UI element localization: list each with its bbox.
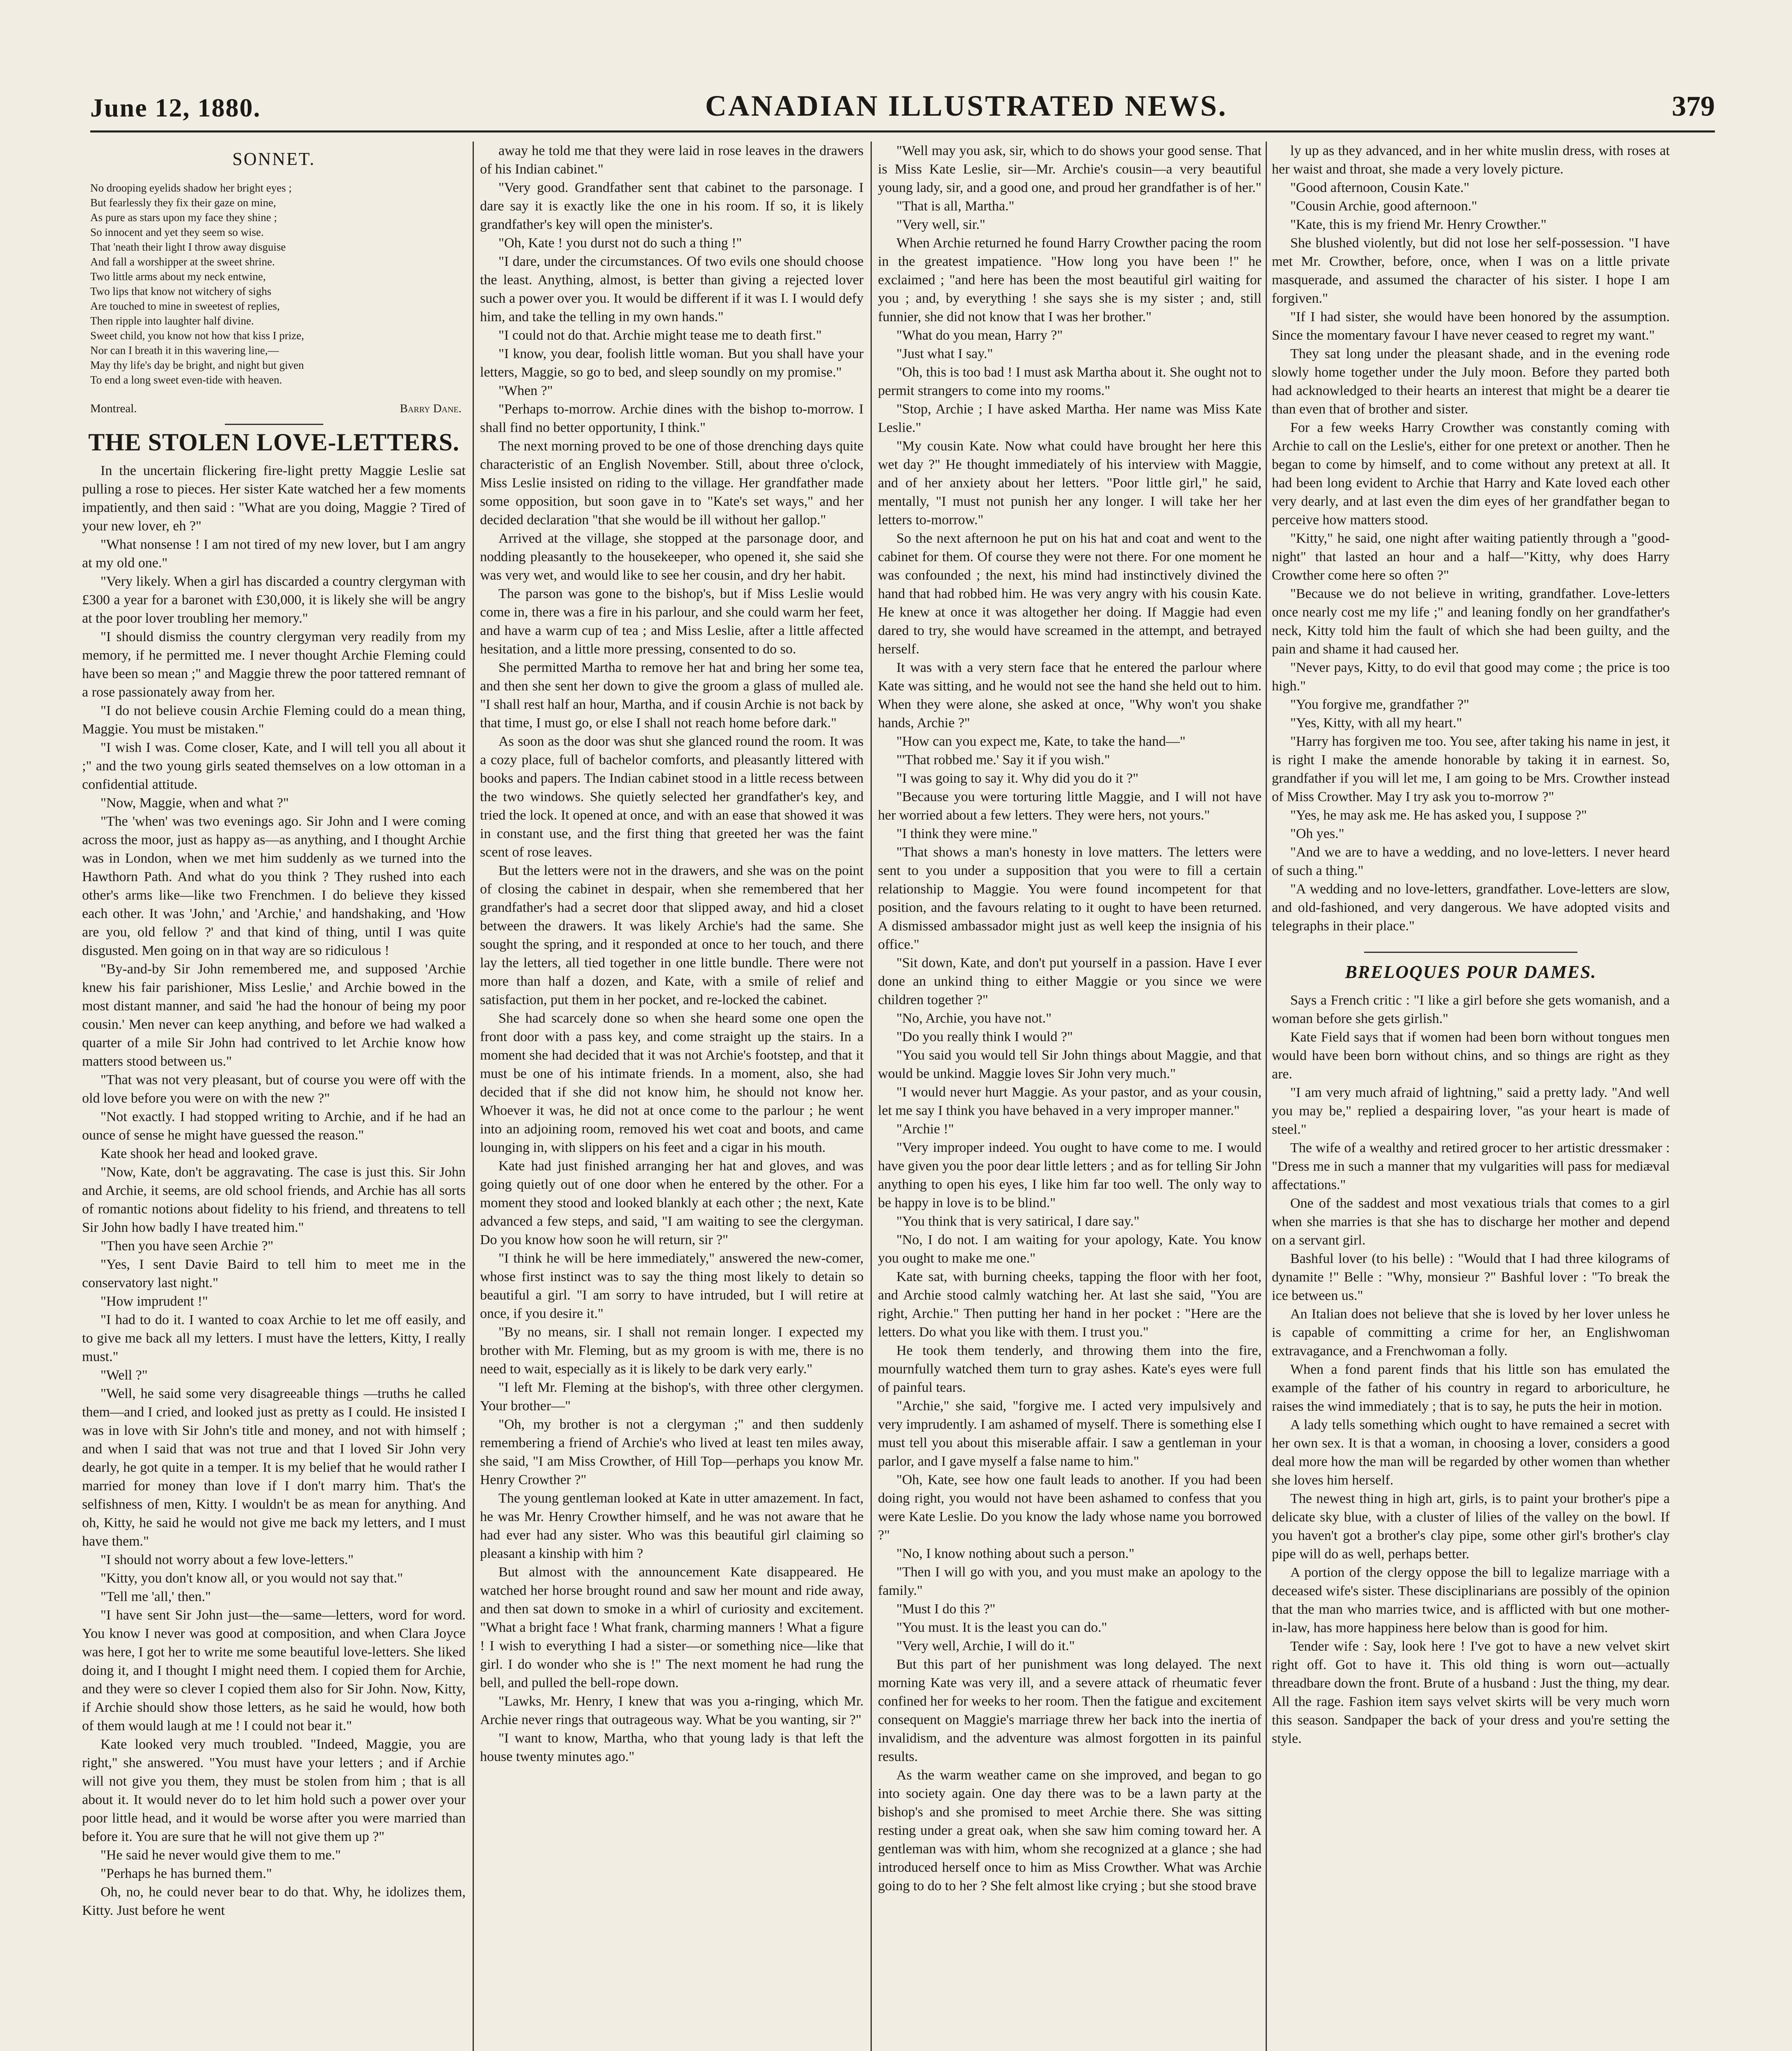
poem-line: As pure as stars upon my face they shine ; — [90, 211, 277, 224]
story-paragraph: "I should dismiss the country clergyman very readily from my memory, if he permitted me. I never thought Archie Fleming could have been so mean ;" and Maggie threw the poor tattered remnant of a rose passionately away from her. — [82, 629, 466, 700]
story-paragraph: "I know, you dear, foolish little woman. But you shall have your letters, Maggie, so go to bed, and sleep soundly on my promise." — [480, 346, 864, 380]
story-paragraph: "Perhaps he has burned them." — [101, 1866, 272, 1881]
story-paragraph: "Sit down, Kate, and don't put yourself in a passion. Have I ever done an unkind thing to either Maggie or you since we were children together ?" — [878, 955, 1262, 1007]
story-paragraph: "Yes, I sent Davie Baird to tell him to meet me in the conservatory last night." — [82, 1257, 466, 1290]
story-paragraph: "What nonsense ! I am not tired of my new lover, but I am angry at my old one." — [82, 537, 466, 571]
story-paragraph: "Because you were torturing little Maggie, and I will not have her worried about a few letters. They were hers, not yours." — [878, 789, 1262, 823]
story-paragraph: "I left Mr. Fleming at the bishop's, with three other clergymen. Your brother—" — [480, 1380, 864, 1414]
story-paragraph: "How imprudent !" — [101, 1294, 208, 1309]
story-paragraph: "Kitty, you don't know all, or you would not say that." — [101, 1571, 403, 1586]
story-paragraph: "Well ?" — [101, 1368, 148, 1383]
story-paragraph: "I should not worry about a few love-letters." — [101, 1552, 354, 1567]
breloques-paragraph: Says a French critic : "I like a girl before she gets womanish, and a woman before she gets girlish." — [1272, 993, 1670, 1026]
story-paragraph: "Perhaps to-morrow. Archie dines with the bishop to-morrow. I shall find no better opportunity, I think." — [480, 402, 864, 435]
story-column-1 — [82, 461, 466, 1920]
story-paragraph: "Tell me 'all,' then." — [101, 1589, 211, 1604]
story-paragraph: "You forgive me, grandfather ?" — [1290, 697, 1470, 712]
story-paragraph: They sat long under the pleasant shade, and in the evening rode slowly home together under the July moon. Before they parted both had acknowledged to their hearts an interest that might be a dearer tie than even that of brother and sister. — [1272, 346, 1670, 417]
story-title: THE STOLEN LOVE-LETTERS. — [88, 429, 459, 456]
story-paragraph: "Well may you ask, sir, which to do shows your good sense. That is Miss Kate Leslie, sir—Mr. Archie's cousin—a very beautiful young lady, sir, and a good one, and proud her grandfather is of her." — [878, 143, 1262, 195]
story-paragraph: "He said he never would give them to me." — [101, 1848, 341, 1863]
column-divider — [1266, 142, 1267, 2051]
issue-date: June 12, 1880. — [90, 93, 261, 122]
story-column-3 — [878, 142, 1262, 1895]
story-paragraph: "Kitty," he said, one night after waiting patiently through a "good-night" that lasted an hour and a half—"Kitty, why does Harry Crowther come here so often ?" — [1272, 531, 1670, 583]
column-2 — [480, 142, 864, 2051]
story-paragraph: But almost with the announcement Kate disappeared. He watched her horse brought round and saw her mount and ride away, and then sat down to smoke in a whirl of curiosity and excitement. "What a bright face ! What frank, charming manners ! What a figure ! I wish to everything I had a sister—or something nice—like that girl. I do wonder who she is !" The next moment he had rung the bell, and pulled the bell-rope down. — [480, 1565, 864, 1690]
poem-line: Are touched to mine in sweetest of replies, — [90, 300, 280, 312]
story-paragraph: "Archie," she said, "forgive me. I acted very impulsively and very imprudently. I am ashamed of myself. There is something else I must tell you about this miserable affair. I saw a gentleman in your parlor, and I gave myself a false name to him." — [878, 1398, 1262, 1469]
story-paragraph: ly up as they advanced, and in her white muslin dress, with roses at her waist and throat, she made a very lovely picture. — [1272, 143, 1670, 177]
story-paragraph: "Cousin Archie, good afternoon." — [1290, 199, 1477, 214]
breloques-paragraph: The newest thing in high art, girls, is to paint your brother's pipe a delicate sky blue, with a cluster of lilies of the valley on the bowl. If you haven't got a brother's clay pipe, some other girl's brother's clay pipe will do as well, perhaps better. — [1272, 1491, 1670, 1562]
story-paragraph: "The 'when' was two evenings ago. Sir John and I were coming across the moor, just as happy as—as anything, and I thought Archie was in London, when we met him suddenly as we turned into the Hawthorn Path. And what do you think ? They rushed into each other's arms like—like two Frenchmen. I do believe they kissed each other. It was 'John,' and 'Archie,' and handshaking, and 'How are you, old fellow ?' and that kind of thing, until I was quite disgusted. Men going on in that way are so ridiculous ! — [82, 814, 466, 958]
story-paragraph: away he told me that they were laid in rose leaves in the drawers of his Indian cabinet." — [480, 143, 864, 177]
section-rule — [225, 424, 323, 425]
column-3 — [878, 142, 1262, 2051]
story-paragraph: "If I had sister, she would have been honored by the assumption. Since the momentary favour I have never ceased to regret my want." — [1272, 309, 1670, 343]
story-paragraph: "No, I know nothing about such a person." — [896, 1546, 1135, 1561]
story-paragraph: As the warm weather came on she improved, and began to go into society again. One day there was to be a lawn party at the bishop's and she promised to meet Archie there. She was sitting resting under a great oak, when she saw him coming toward her. A gentleman was with him, whom she recognized at a glance ; she had introduced herself once to him as Miss Crowther. What was Archie going to do to her ? She felt almost like crying ; but she stood brave — [878, 1768, 1262, 1893]
story-paragraph: "No, I do not. I am waiting for your apology, Kate. You know you ought to make me one." — [878, 1232, 1262, 1266]
story-paragraph: "Very improper indeed. You ought to have come to me. I would have given you the poor dear little letters ; and as for telling Sir John anything to open his eyes, I like him far too well. The only way to be happy in love is to be blind." — [878, 1140, 1262, 1211]
breloques-paragraph: Kate Field says that if women had been born without tongues men would have been born without chins, and so things are right as they are. — [1272, 1030, 1670, 1082]
story-paragraph: The young gentleman looked at Kate in utter amazement. In fact, he was Mr. Henry Crowther himself, and he was not aware that he had ever had any sister. Who was this beautiful girl claiming so pleasant a kinship with him ? — [480, 1491, 864, 1561]
story-paragraph: So the next afternoon he put on his hat and coat and went to the cabinet for them. Of course they were not there. For one moment he was confounded ; the next, his mind had instinctively divined the hand that had robbed him. He was very angry with his cousin Kate. He knew at once it was altogether her doing. If Maggie had even dared to try, she would have screamed in the attempt, and betrayed herself. — [878, 531, 1262, 657]
story-paragraph: "Harry has forgiven me too. You see, after taking his name in jest, it is right I make the amende honorable by taking it in earnest. So, grandfather if you will let me, I am going to be Mrs. Crowther instead of Miss Crowther. May I try ask you to-morrow ?" — [1272, 734, 1670, 804]
story-paragraph: "I could not do that. Archie might tease me to death first." — [498, 328, 822, 343]
story-paragraph: "Very well, Archie, I will do it." — [896, 1638, 1075, 1654]
story-paragraph: "Not exactly. I had stopped writing to Archie, and if he had an ounce of sense he might have guessed the reason." — [82, 1109, 466, 1143]
story-paragraph: It was with a very stern face that he entered the parlour where Kate was sitting, and he would not see the hand she held out to him. When they were alone, she asked at once, "Why won't you shake hands, Archie ?" — [878, 660, 1262, 731]
breloques-paragraph: A lady tells something which ought to have remained a secret with her own sex. It is that a woman, in choosing a lover, considers a good deal more how the man will be regarded by other women than whether she loves him herself. — [1272, 1417, 1670, 1488]
story-paragraph: "Well, he said some very disagreeable things —truths he called them—and I cried, and looked just as pretty as I could. He insisted I was in love with Sir John's title and money, and not with himself ; and when I said that was not true and that I loved Sir John very dearly, he got quite in a temper. It is my belief that he would rather I married for money than love if I don't marry him. That's the selfishness of men, Kitty. I wouldn't be as mean for anything. And oh, Kitty, he said he would not give me back my letters, and I must have them." — [82, 1386, 466, 1549]
breloques-paragraph: The wife of a wealthy and retired grocer to her artistic dressmaker : "Dress me in such a manner that my vulgarities will pass for mediæval affectations." — [1272, 1140, 1670, 1192]
story-paragraph: "Then I will go with you, and you must make an apology to the family." — [878, 1565, 1262, 1598]
page-number: 379 — [1672, 91, 1715, 122]
breloques-title: BRELOQUES POUR DAMES. — [1345, 962, 1597, 982]
story-paragraph: "That shows a man's honesty in love matters. The letters were sent to you under a supposition that you were to fill a certain relationship to Maggie. You were found incompetent for that position, and the favours relating to it ought to have been returned. A dismissed ambassador might just as well keep the insignia of his office." — [878, 845, 1262, 952]
section-rule — [1364, 952, 1577, 953]
story-paragraph: "'That robbed me.' Say it if you wish." — [896, 752, 1110, 767]
story-paragraph: For a few weeks Harry Crowther was constantly coming with Archie to call on the Leslie's, either for one pretext or another. Then he began to come by himself, and to come without any pretext at all. It had been long evident to Archie that Harry and Kate loved each other very dearly, and at last even the dim eyes of her grandfather began to perceive how matters stood. — [1272, 420, 1670, 528]
breloques-paragraph: "I am very much afraid of lightning," said a pretty lady. "And well you may be," replied a despairing lover, "as your heart is made of steel." — [1272, 1085, 1670, 1137]
story-paragraph: When Archie returned he found Harry Crowther pacing the room in the greatest impatience. "How long you have been !" he exclaimed ; "and here has been the most beautiful girl waiting for you ; and, by everything ! she says she is my sister ; and, still funnier, she did not know that I was her brother." — [878, 235, 1262, 324]
story-paragraph: "By-and-by Sir John remembered me, and supposed 'Archie knew his fair parishioner, Miss Leslie,' and Archie bowed in the most distant manner, and said 'he had the honour of being my poor cousin.' Men never can keep anything, and before we had walked a quarter of a mile Sir John had contrived to let Archie know how matters stood between us." — [82, 962, 466, 1069]
story-paragraph: "Kate, this is my friend Mr. Henry Crowther." — [1290, 217, 1547, 232]
story-paragraph: "I want to know, Martha, who that young lady is that left the house twenty minutes ago." — [480, 1731, 864, 1764]
breloques-paragraph: A portion of the clergy oppose the bill to legalize marriage with a deceased wife's sister. These disciplinarians are possibly of the opinion that the man who marries twice, and is afflicted with but one mother-in-law, has more happiness here below than is good for him. — [1272, 1565, 1670, 1635]
story-paragraph: "Oh, Kate, see how one fault leads to another. If you had been doing right, you would not have been ashamed to confess that you were Kate Leslie. Do you know the lady whose name you borrowed ?" — [878, 1472, 1262, 1543]
story-paragraph: "Do you really think I would ?" — [896, 1029, 1073, 1044]
story-paragraph: Kate looked very much troubled. "Indeed, Maggie, you are right," she answered. "You must have your letters ; and if Archie will not give you them, they must be stolen from him ; that is all about it. It would never do to let him hold such a power over your poor little head, and it would be worse after you were married than before it. You are sure that he will not give them up ?" — [82, 1737, 466, 1844]
poem-line: No drooping eyelids shadow her bright eyes ; — [90, 182, 292, 194]
story-paragraph: "I was going to say it. Why did you do it ?" — [896, 771, 1138, 786]
story-paragraph: "That is all, Martha." — [896, 199, 1015, 214]
story-paragraph: "You said you would tell Sir John things about Maggie, and that would be unkind. Maggie loves Sir John very much." — [878, 1048, 1262, 1081]
poem-line: May thy life's day be bright, and night but given — [90, 359, 304, 371]
story-paragraph: The next morning proved to be one of those drenching days quite characteristic of an English November. Still, about three o'clock, Miss Leslie insisted on riding to the village. Her grandfather made some opposition, but soon gave in to "Kate's set ways," and her decided declaration "that she would be ill without her gallop." — [480, 439, 864, 528]
story-paragraph: He took them tenderly, and throwing them into the fire, mournfully watched them turn to gray ashes. Kate's eyes were full of painful tears. — [878, 1343, 1262, 1395]
story-paragraph: "How can you expect me, Kate, to take the hand—" — [896, 734, 1186, 749]
story-paragraph: "Then you have seen Archie ?" — [101, 1238, 274, 1254]
story-paragraph: "Yes, he may ask me. He has asked you, I suppose ?" — [1290, 808, 1587, 823]
story-paragraph: "Oh, this is too bad ! I must ask Martha about it. She ought not to permit strangers to come into my rooms." — [878, 365, 1262, 398]
story-paragraph: But the letters were not in the drawers, and she was on the point of closing the cabinet in despair, when she remembered that her grandfather's had a secret door that slipped away, and hid a closet between the drawers. It was likely Archie's had the same. She sought the spring, and it responded at once to her touch, and there lay the letters, all tied together in one little bundle. There were not more than half a dozen, and Kate, with a smile of relief and satisfaction, put them in her pocket, and re-locked the cabinet. — [480, 863, 864, 1007]
story-paragraph: "I wish I was. Come closer, Kate, and I will tell you all about it ;" and the two young girls seated themselves on a low ottoman in a confidential attitude. — [82, 740, 466, 792]
breloques-paragraph: One of the saddest and most vexatious trials that comes to a girl when she marries is that she has to discharge her mother and depend on a servant girl. — [1272, 1196, 1670, 1248]
breloques-paragraph: Tender wife : Say, look here ! I've got to have a new velvet skirt right off. Got to have it. This old thing is worn out—actually threadbare down the front. Brute of a husband : Just the thing, my dear. All the rage. Fashion item says velvet skirts will be very much worn this season. Sandpaper the back of your dress and you're setting the style. — [1272, 1639, 1670, 1746]
story-paragraph: Kate had just finished arranging her hat and gloves, and was going quietly out of one door when he entered by the other. For a moment they stood and looked blankly at each other ; the next, Kate advanced a few steps, and said, "I am waiting to see the clergyman. Do you know how soon he will return, sir ?" — [480, 1158, 864, 1247]
column-1 — [82, 142, 466, 2051]
story-paragraph: As soon as the door was shut she glanced round the room. It was a cozy place, full of bachelor comforts, and pleasantly littered with books and papers. The Indian cabinet stood in a little recess between the two windows. She quietly selected her grandfather's key, and tried the lock. It opened at once, and with an ease that showed it was in constant use, and the first thing that greeted her was the faint scent of rose leaves. — [480, 734, 864, 860]
story-paragraph: "Oh, my brother is not a clergyman ;" and then suddenly remembering a friend of Archie's who lived at least ten miles away, she said, "I am Miss Crowther, of Hill Top—perhaps you know Mr. Henry Crowther ?" — [480, 1417, 864, 1487]
poem-line: And fall a worshipper at the sweet shrine. — [90, 256, 275, 268]
story-paragraph: Oh, no, he could never bear to do that. Why, he idolizes them, Kitty. Just before he went — [82, 1884, 466, 1918]
story-paragraph: "That was not very pleasant, but of course you were off with the old love before you were on with the new ?" — [82, 1072, 466, 1106]
story-paragraph: "And we are to have a wedding, and no love-letters. I never heard of such a thing." — [1272, 845, 1670, 878]
sonnet-title: SONNET. — [232, 149, 315, 169]
story-paragraph: She blushed violently, but did not lose her self-possession. "I have met Mr. Crowther, before, once, when I was on a little private masquerade, and assumed the character of his sister. I hope I am forgiven." — [1272, 235, 1670, 306]
breloques-paragraph: An Italian does not believe that she is loved by her lover unless he is capable of committing a crime for her, an Englishwoman extravagance, and a Frenchwoman a folly. — [1272, 1306, 1670, 1359]
story-paragraph: Kate shook her head and looked grave. — [101, 1146, 318, 1161]
poem-line: To end a long sweet even-tide with heaven. — [90, 374, 282, 386]
story-paragraph: The parson was gone to the bishop's, but if Miss Leslie would come in, there was a fire in his parlour, and she could warm her feet, and have a warm cup of tea ; and Miss Leslie, after a little affected hesitation, and a little more pressing, consented to do so. — [480, 586, 864, 657]
poem-line: Then ripple into laughter half divine. — [90, 315, 254, 327]
story-paragraph: "I would never hurt Maggie. As your pastor, and as your cousin, let me say I think you have behaved in a very improper manner." — [878, 1085, 1262, 1118]
story-paragraph: "Stop, Archie ; I have asked Martha. Her name was Miss Kate Leslie." — [878, 402, 1262, 435]
story-column-4 — [1272, 142, 1670, 935]
story-paragraph: "Good afternoon, Cousin Kate." — [1290, 180, 1470, 195]
story-paragraph: "Archie !" — [896, 1121, 954, 1137]
story-paragraph: "Now, Kate, don't be aggravating. The case is just this. Sir John and Archie, it seems, are old school friends, and Archie has all sorts of romantic notions about fidelity to his friend, and threatens to tell Sir John how badly I have treated him." — [82, 1165, 466, 1235]
column-divider — [871, 142, 872, 2051]
story-paragraph: "I dare, under the circumstances. Of two evils one should choose the least. Anything, almost, is better than giving a rejected lover such a power over you. It would be different if it was I. I would defy him, and take the telling in my own hands." — [480, 254, 864, 324]
story-paragraph: "You must. It is the least you can do." — [896, 1620, 1107, 1635]
story-paragraph: Kate sat, with burning cheeks, tapping the floor with her foot, and Archie stood calmly watching her. At last she said, "You are right, Archie." Then putting her hand in her pocket : "Here are the letters. Do what you like with them. I trust you." — [878, 1269, 1262, 1340]
poem-line: Sweet child, you know not how that kiss I prize, — [90, 329, 304, 342]
story-paragraph: She permitted Martha to remove her hat and bring her some tea, and then she sent her down to give the groom a glass of mulled ale. "I shall rest half an hour, Martha, and if cousin Archie is not back by that time, I must go, or else I shall not reach home before dark." — [480, 660, 864, 731]
story-paragraph: "Now, Maggie, when and what ?" — [101, 795, 289, 811]
story-paragraph: "Never pays, Kitty, to do evil that good may come ; the price is too high." — [1272, 660, 1670, 694]
column-4 — [1272, 142, 1670, 2051]
story-paragraph: "I think he will be here immediately," answered the new-comer, whose first instinct was to say the thing most likely to detain so beautiful a girl. "I am sorry to have intruded, but I will retire at once, if you desire it." — [480, 1251, 864, 1321]
story-paragraph: "No, Archie, you have not." — [896, 1011, 1052, 1026]
story-paragraph: But this part of her punishment was long delayed. The next morning Kate was very ill, and a severe attack of rheumatic fever confined her for weeks to her room. Then the fatigue and excitement consequent on Maggie's marriage threw her back into the inertia of invalidism, and the adventure was almost forgotten in its painful results. — [878, 1657, 1262, 1764]
story-column-2 — [480, 142, 864, 1766]
story-paragraph: "I had to do it. I wanted to coax Archie to let me off easily, and to give me back all my letters. I must have the letters, Kitty, I really must." — [82, 1312, 466, 1364]
poem-line: That 'neath their light I throw away disguise — [90, 241, 286, 253]
story-paragraph: "Oh, Kate ! you durst not do such a thing !" — [498, 235, 742, 251]
story-paragraph: "When ?" — [498, 383, 553, 398]
story-paragraph: "Oh yes." — [1290, 826, 1344, 841]
story-paragraph: "Very likely. When a girl has discarded a country clergyman with £300 a year for a baronet with £30,000, it is likely she will be angry at the poor lover troubling her memory." — [82, 574, 466, 626]
sonnet-poem — [90, 180, 466, 387]
newspaper-title: CANADIAN ILLUSTRATED NEWS. — [705, 89, 1227, 122]
masthead — [90, 78, 1715, 123]
story-paragraph: She had scarcely done so when she heard some one open the front door with a pass key, and come straight up the stairs. In a moment she had decided that it was not Archie's footstep, and that it must be one of his intimate friends. In a moment, also, she had decided that if she did not know him, he should not know her. Whoever it was, he did not at once come to the parlour ; he went into an adjoining room, removed his wet coat and boots, and came lounging in, with slippers on his feet and a cigar in his mouth. — [480, 1011, 864, 1155]
story-paragraph: "By no means, sir. I shall not remain longer. I expected my brother with Mr. Fleming, but as my groom is with me, there is no need to wait, especially as it is likely to be dark very early." — [480, 1325, 864, 1377]
poem-line: Two little arms about my neck entwine, — [90, 270, 266, 283]
sonnet-signature — [90, 400, 462, 418]
story-paragraph: "You think that is very satirical, I dare say." — [896, 1214, 1140, 1229]
story-paragraph: "Very well, sir." — [896, 217, 985, 232]
story-paragraph: "Must I do this ?" — [896, 1601, 996, 1617]
breloques-paragraph: When a fond parent finds that his little son has emulated the example of the father of his country in regard to arboriculture, he raises the wind immediately ; that is to say, he puts the heir in motion. — [1272, 1362, 1670, 1414]
story-paragraph: "I think they were mine." — [896, 826, 1038, 841]
story-paragraph: "What do you mean, Harry ?" — [896, 328, 1063, 343]
story-paragraph: "Because we do not believe in writing, grandfather. Love-letters once nearly cost me my life ;" and leaning fondly on her grandfather's neck, Kitty told him the fault of which she had been guilty, and the pain and shame it had caused her. — [1272, 586, 1670, 657]
story-paragraph: "Very good. Grandfather sent that cabinet to the parsonage. I dare say it is exactly like the one in his room. If so, it is likely grandfather's key will open the minister's. — [480, 180, 864, 232]
poem-line: So innocent and yet they seem so wise. — [90, 226, 264, 238]
story-paragraph: "My cousin Kate. Now what could have brought her here this wet day ?" He thought immediately of his interview with Maggie, and of her anxiety about her letters. "Poor little girl," he said, mentally, "I must not punish her any longer. I will take her her letters to-morrow." — [878, 439, 1262, 528]
poem-line: But fearlessly they fix their gaze on mine, — [90, 196, 276, 209]
story-paragraph: "Just what I say." — [896, 346, 993, 361]
story-paragraph: "Yes, Kitty, with all my heart." — [1290, 715, 1462, 731]
breloques-paragraph: Bashful lover (to his belle) : "Would that I had three kilograms of dynamite !" Belle : "Why, monsieur ?" Bashful lover : "To break the ice between us." — [1272, 1251, 1670, 1303]
story-paragraph: "I have sent Sir John just—the—same—letters, word for word. You know I never was good at composition, and when Clara Joyce was here, I got her to write me some beautiful love-letters. She liked doing it, and I thought I might need them. I copied them for Archie, and they were so clever I copied them also for Sir John. Now, Kitty, if Archie should show those letters, as he said he would, how both of them would laugh at me ! I could not bear it." — [82, 1608, 466, 1734]
story-paragraph: "I do not believe cousin Archie Fleming could do a mean thing, Maggie. You must be mistaken." — [82, 703, 466, 737]
story-paragraph: "Lawks, Mr. Henry, I knew that was you a-ringing, which Mr. Archie never rings that outrageous way. What be you wanting, sir ?" — [480, 1694, 864, 1727]
poem-line: Two lips that know not witchery of sighs — [90, 285, 272, 297]
breloques-items — [1272, 991, 1670, 1748]
column-divider — [473, 142, 474, 2051]
story-paragraph: Arrived at the village, she stopped at the parsonage door, and nodding pleasantly to the housekeeper, who opened it, she said she was very wet, and would like to see her cousin, and dry her habit. — [480, 531, 864, 583]
poem-line: Nor can I breath it in this wavering line,— — [90, 344, 279, 356]
story-paragraph: In the uncertain flickering fire-light pretty Maggie Leslie sat pulling a rose to pieces. Her sister Kate watched her a few moments impatiently, and then said : "What are you doing, Maggie ? Tired of your new lover, eh ?" — [82, 463, 466, 534]
masthead-rule — [90, 130, 1715, 132]
sonnet-author: Barry Dane. — [400, 402, 462, 415]
sonnet-place: Montreal. — [90, 402, 137, 415]
story-paragraph: "A wedding and no love-letters, grandfather. Love-letters are slow, and old-fashioned, and very dangerous. We have adopted visits and telegraphs in their place." — [1272, 882, 1670, 934]
